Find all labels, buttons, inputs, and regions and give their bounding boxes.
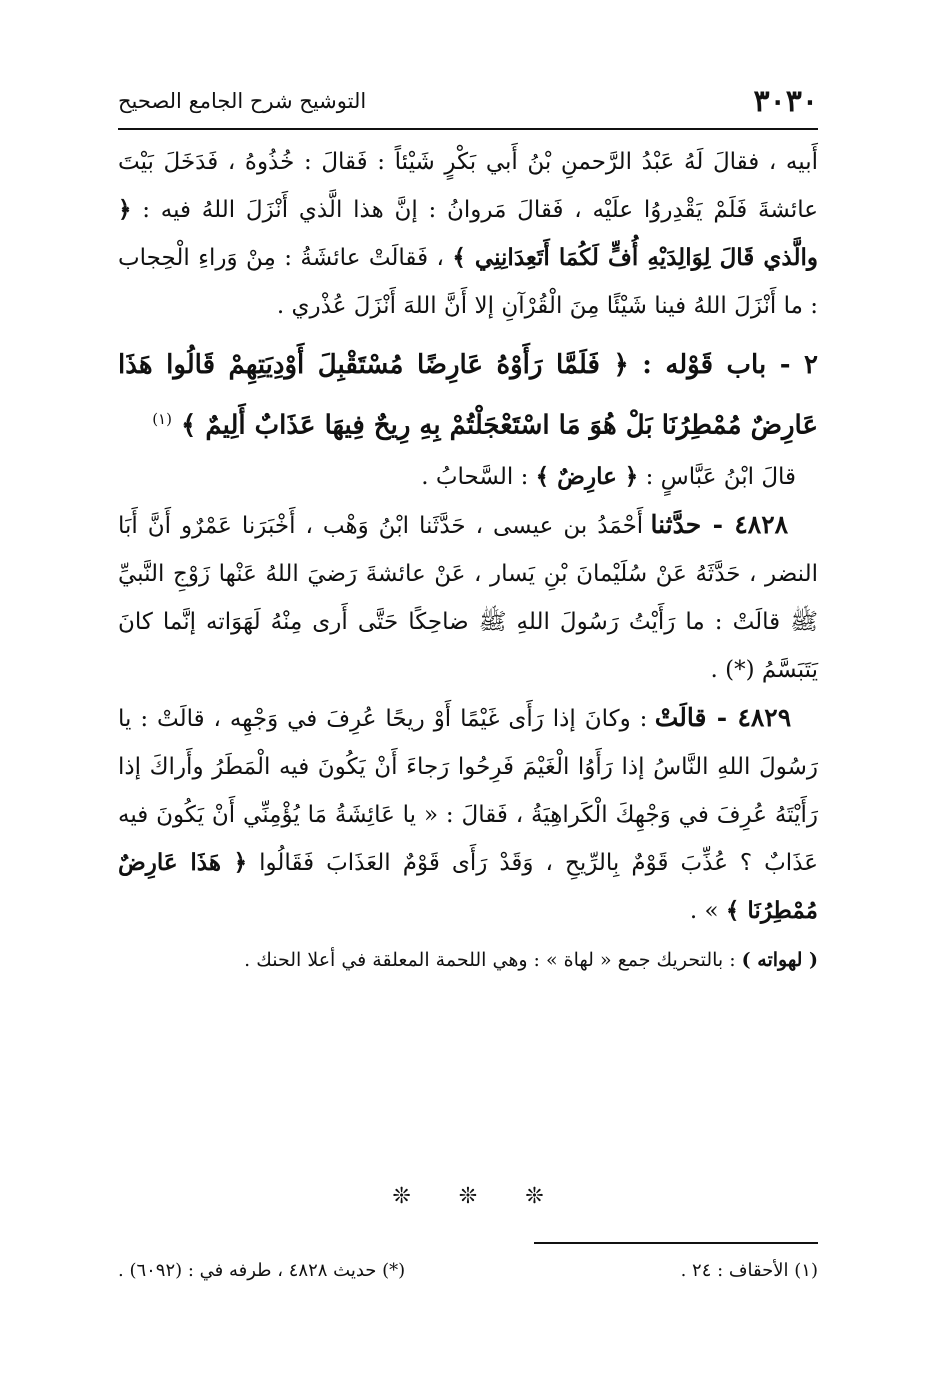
note-term: ( لهواته ) bbox=[741, 948, 818, 971]
ibn-abbas-line: قالَ ابْنُ عَبَّاسٍ : ﴿ عارِضٌ ﴾ : السَّحابُ . bbox=[421, 462, 797, 490]
footnote-2: (*) حديث ٤٨٢٨ ، طرفه في : (٦٠٩٢) . bbox=[118, 1260, 406, 1281]
chapter-heading: ٢ - باب قَوْله : ﴿ فَلَمَّا رَأَوْهُ عَارِضًا مُسْتَقْبِلَ أَوْدِيَتِهِمْ قَالُوا هَذَا عَارِضٌ مُمْطِرُنَا بَلْ هُوَ مَا اسْتَعْجَلْتُمْ بِهِ رِيحٌ فِيهَا عَذَابٌ أَلِيمٌ ﴾ $^{(١)}$ bbox=[118, 350, 818, 441]
section-divider bbox=[0, 1184, 936, 1209]
footnote-rule bbox=[534, 1242, 818, 1244]
star-ornament-icon: ❊ bbox=[392, 1184, 411, 1209]
quran-quote: ﴿ والَّذي قَالَ لِوَالِدَيْهِ أُفٍّ لَكُمَا أَتَعِدَانِنِي ﴾ bbox=[118, 196, 818, 271]
header-rule bbox=[118, 128, 818, 130]
paragraph-continuation: أَبيه ، فقالَ لَهُ عَبْدُ الرَّحمنِ بْنُ أَبي بَكْرٍ شَيْئاً : فَقالَ : خُذُوهُ ، فَدَخَلَ بَيْتَ عائشةَ فَلَمْ يَقْدِروُا علَيْه ، فَقالَ مَروانُ : إنَّ هذا الَّذي أَنْزَلَ اللهُ فيه : ﴿ والَّذي قَالَ لِوَالِدَيْهِ أُفٍّ لَكُمَا أَتَعِدَانِنِي ﴾ ، فَقالَتْ عائشَةُ : مِنْ وَراءِ الْحِجاب : ما أَنْزَلَ اللهُ فينا شَيْئًا مِنَ الْقُرْآنِ إلا أَنَّ اللهَ أَنْزَلَ عُذْري . bbox=[118, 149, 818, 319]
footnote-ref: (١) bbox=[152, 410, 172, 428]
body-text bbox=[118, 138, 818, 979]
quran-quote: ﴿ هَذَا عَارِضٌ مُمْطِرُنَا ﴾ bbox=[118, 848, 818, 924]
footnote-1: (١) الأحقاف : ٢٤ . bbox=[680, 1260, 818, 1281]
star-ornament-icon: ❊ bbox=[458, 1184, 478, 1209]
hadith-4829: ٤٨٢٩ - قالَتْ : وكانَ إذا رَأَى غَيْمًا أَوْ ريحًا عُرِفَ في وَجْهِه ، قالَتْ : يا رَسُولَ اللهِ النَّاسُ إذا رَأَوُا الْغَيْمَ فَرِحُوا رَجاءَ أَنْ يَكُونَ فيه الْمَطَرُ وأَراكَ إذا رَأَيْتَهُ عُرِفَ في وَجْهِكَ الْكَراهِيَةُ ، فَقالَ : « يا عَائِشَةُ مَا يُؤْمِنِّي أَنْ يَكُونَ فيه عَذَابٌ ؟ عُذِّبَ قَوْمٌ بِالرِّيحِ ، وَقَدْ رَأَى قَوْمٌ العَذَابَ فَقَالُوا ﴿ هَذَا عَارِضٌ مُمْطِرُنَا ﴾ » . bbox=[118, 702, 818, 924]
page-number: ٣٠٣٠ bbox=[753, 83, 818, 119]
commentary-note: ( لهواته ) : بالتحريك جمع « لهاة » : وهي اللحمة المعلقة في أعلا الحنك . bbox=[244, 948, 818, 971]
quran-quote: ﴿ عارِضٌ ﴾ bbox=[535, 462, 639, 490]
hadith-4828: ٤٨٢٨ - حدَّثنا أَحْمَدُ بن عيسى ، حَدَّثَنا ابْنُ وَهْب ، أَخْبَرَنا عَمْرٌو أَنَّ أَبَا النضر ، حَدَّثَهُ عَنْ سُلَيْمانَ بْنِ يَسار ، عَنْ عائشةَ رَضيَ اللهُ عَنْها زَوْجِ النَّبيِّ ﷺ قالَتْ : ما رَأَيْتُ رَسُولَ اللهِ ﷺ ضاحِكًا حَتَّى أَرى مِنْهُ لَهَوَاته إنَّما كانَ يَتَبَسَّمُ (*) . bbox=[118, 509, 818, 683]
page-header bbox=[118, 76, 818, 126]
footnotes bbox=[118, 1260, 818, 1281]
running-title: التوشيح شرح الجامع الصحيح bbox=[118, 89, 367, 113]
hadith-number: ٤٨٢٨ - حدَّثنا bbox=[650, 509, 789, 539]
star-ornament-icon: ❊ bbox=[525, 1184, 544, 1209]
hadith-number: ٤٨٢٩ - قالَتْ bbox=[654, 702, 792, 732]
